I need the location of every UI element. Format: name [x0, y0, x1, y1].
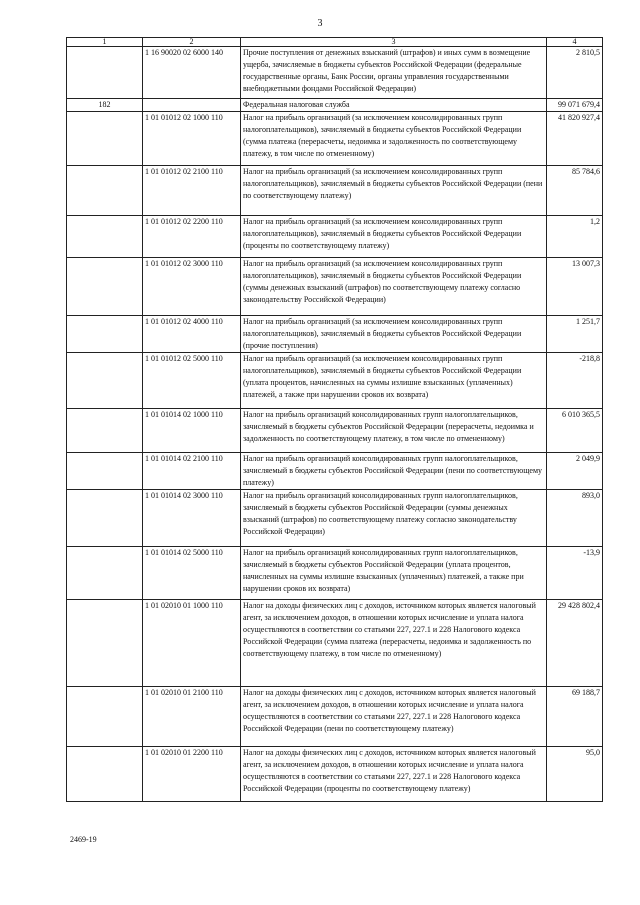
admin-code-cell [67, 547, 143, 600]
revenue-name-cell: Налог на прибыль организаций (за исключением консолидированных групп налогоплательщиков), зачисляемый в бюджеты субъектов Российской Федерации (сумма платежа (перерасчеты, недоимка и задолженность по соответствующему платежу, в том числе по отмененному) [241, 112, 547, 166]
table-row [67, 687, 603, 747]
revenue-name-cell: Налог на прибыль организаций (за исключением консолидированных групп налогоплательщиков), зачисляемый в бюджеты субъектов Российской Федерации (пени по соответствующему платежу) [241, 166, 547, 216]
revenue-name-cell: Налог на прибыль организаций (за исключением консолидированных групп налогоплательщиков), зачисляемый в бюджеты субъектов Российской Федерации (прочие поступления) [241, 316, 547, 353]
amount-cell: 6 010 365,5 [547, 409, 603, 453]
admin-code-cell [67, 687, 143, 747]
budget-code-cell: 1 01 01012 02 4000 110 [143, 316, 241, 353]
table-row [67, 112, 603, 166]
admin-code-cell [67, 47, 143, 99]
amount-cell: 1,2 [547, 216, 603, 258]
admin-code-cell [67, 490, 143, 547]
revenue-name-cell: Налог на прибыль организаций консолидированных групп налогоплательщиков, зачисляемый в бюджеты субъектов Российской Федерации (уплата процентов, начисленных на суммы излишне взысканных (уплаченных) платежей, а также при нарушении сроков их возврата) [241, 547, 547, 600]
table-row [67, 258, 603, 316]
budget-code-cell: 1 01 01012 02 5000 110 [143, 353, 241, 409]
budget-code-cell: 1 01 02010 01 1000 110 [143, 600, 241, 687]
budget-code-cell: 1 01 01014 02 1000 110 [143, 409, 241, 453]
table-row [67, 409, 603, 453]
budget-code-cell: 1 01 02010 01 2100 110 [143, 687, 241, 747]
budget-code-cell: 1 01 02010 01 2200 110 [143, 747, 241, 802]
revenue-name-cell: Федеральная налоговая служба [241, 99, 547, 112]
budget-code-cell: 1 01 01014 02 3000 110 [143, 490, 241, 547]
amount-cell: 1 251,7 [547, 316, 603, 353]
table-row [67, 600, 603, 687]
table-body [67, 47, 603, 802]
budget-code-cell [143, 99, 241, 112]
budget-revenue-table [66, 37, 603, 802]
admin-code-cell [67, 747, 143, 802]
table-row [67, 316, 603, 353]
table-row [67, 453, 603, 490]
amount-cell: -13,9 [547, 547, 603, 600]
revenue-name-cell: Налог на прибыль организаций консолидированных групп налогоплательщиков, зачисляемый в бюджеты субъектов Российской Федерации (суммы денежных взысканий (штрафов) по соответствующему платежу согласно законодательству Российской Федерации) [241, 490, 547, 547]
budget-code-cell: 1 01 01012 02 2200 110 [143, 216, 241, 258]
revenue-name-cell: Прочие поступления от денежных взысканий (штрафов) и иных сумм в возмещение ущерба, зачисляемые в бюджеты субъектов Российской Федерации (федеральные государственные органы, Банк России, органы управления государственными внебюджетными фондами Российской Федерации) [241, 47, 547, 99]
admin-code-cell [67, 166, 143, 216]
table-row [67, 216, 603, 258]
revenue-name-cell: Налог на доходы физических лиц с доходов, источником которых является налоговый агент, за исключением доходов, в отношении которых исчисление и уплата налога осуществляются в соответствии со статьями 227, 227.1 и 228 Налогового кодекса Российской Федерации (сумма платежа (перерасчеты, недоимка и задолженность по соответствующему платежу, в том числе по отмененному) [241, 600, 547, 687]
revenue-name-cell: Налог на доходы физических лиц с доходов, источником которых является налоговый агент, за исключением доходов, в отношении которых исчисление и уплата налога осуществляются в соответствии со статьями 227, 227.1 и 228 Налогового кодекса Российской Федерации (проценты по соответствующему платежу) [241, 747, 547, 802]
revenue-name-cell: Налог на прибыль организаций (за исключением консолидированных групп налогоплательщиков), зачисляемый в бюджеты субъектов Российской Федерации (суммы денежных взысканий (штрафов) по соответствующему платежу согласно законодательству Российской Федерации) [241, 258, 547, 316]
admin-code-cell [67, 453, 143, 490]
admin-code-cell [67, 409, 143, 453]
amount-cell: 41 820 927,4 [547, 112, 603, 166]
admin-code-cell [67, 112, 143, 166]
table-row [67, 47, 603, 99]
amount-cell: 85 784,6 [547, 166, 603, 216]
table-row [67, 547, 603, 600]
amount-cell: 2 049,9 [547, 453, 603, 490]
revenue-name-cell: Налог на прибыль организаций (за исключением консолидированных групп налогоплательщиков), зачисляемый в бюджеты субъектов Российской Федерации (проценты по соответствующему платежу) [241, 216, 547, 258]
budget-code-cell: 1 01 01014 02 2100 110 [143, 453, 241, 490]
table-row [67, 99, 603, 112]
revenue-name-cell: Налог на прибыль организаций консолидированных групп налогоплательщиков, зачисляемый в бюджеты субъектов Российской Федерации (пени по соответствующему платежу) [241, 453, 547, 490]
header-col-4: 4 [547, 38, 603, 47]
table-row [67, 490, 603, 547]
budget-code-cell: 1 01 01012 02 2100 110 [143, 166, 241, 216]
footer-code: 2469-19 [70, 835, 97, 844]
amount-cell: 893,0 [547, 490, 603, 547]
revenue-name-cell: Налог на прибыль организаций (за исключением консолидированных групп налогоплательщиков), зачисляемый в бюджеты субъектов Российской Федерации (уплата процентов, начисленных на суммы излишне взысканных (уплаченных) платежей, а также при нарушении сроков их возврата) [241, 353, 547, 409]
admin-code-cell [67, 600, 143, 687]
admin-code-cell [67, 216, 143, 258]
amount-cell: 13 007,3 [547, 258, 603, 316]
admin-code-cell [67, 316, 143, 353]
amount-cell: -218,8 [547, 353, 603, 409]
table-header-row [67, 38, 603, 47]
budget-code-cell: 1 01 01014 02 5000 110 [143, 547, 241, 600]
revenue-name-cell: Налог на доходы физических лиц с доходов, источником которых является налоговый агент, за исключением доходов, в отношении которых исчисление и уплата налога осуществляются в соответствии со статьями 227, 227.1 и 228 Налогового кодекса Российской Федерации (пени по соответствующему платежу) [241, 687, 547, 747]
header-col-2: 2 [143, 38, 241, 47]
table-row [67, 353, 603, 409]
admin-code-cell: 182 [67, 99, 143, 112]
budget-code-cell: 1 01 01012 02 1000 110 [143, 112, 241, 166]
amount-cell: 2 810,5 [547, 47, 603, 99]
amount-cell: 95,0 [547, 747, 603, 802]
amount-cell: 69 188,7 [547, 687, 603, 747]
admin-code-cell [67, 258, 143, 316]
budget-code-cell: 1 16 90020 02 6000 140 [143, 47, 241, 99]
admin-code-cell [67, 353, 143, 409]
revenue-name-cell: Налог на прибыль организаций консолидированных групп налогоплательщиков, зачисляемый в бюджеты субъектов Российской Федерации (перерасчеты, недоимка и задолженность по соответствующему платежу, в том числе по отмененному) [241, 409, 547, 453]
table-row [67, 747, 603, 802]
budget-code-cell: 1 01 01012 02 3000 110 [143, 258, 241, 316]
amount-cell: 99 071 679,4 [547, 99, 603, 112]
page-number: 3 [317, 18, 323, 29]
amount-cell: 29 428 802,4 [547, 600, 603, 687]
table-row [67, 166, 603, 216]
header-col-3: 3 [241, 38, 547, 47]
header-col-1: 1 [67, 38, 143, 47]
